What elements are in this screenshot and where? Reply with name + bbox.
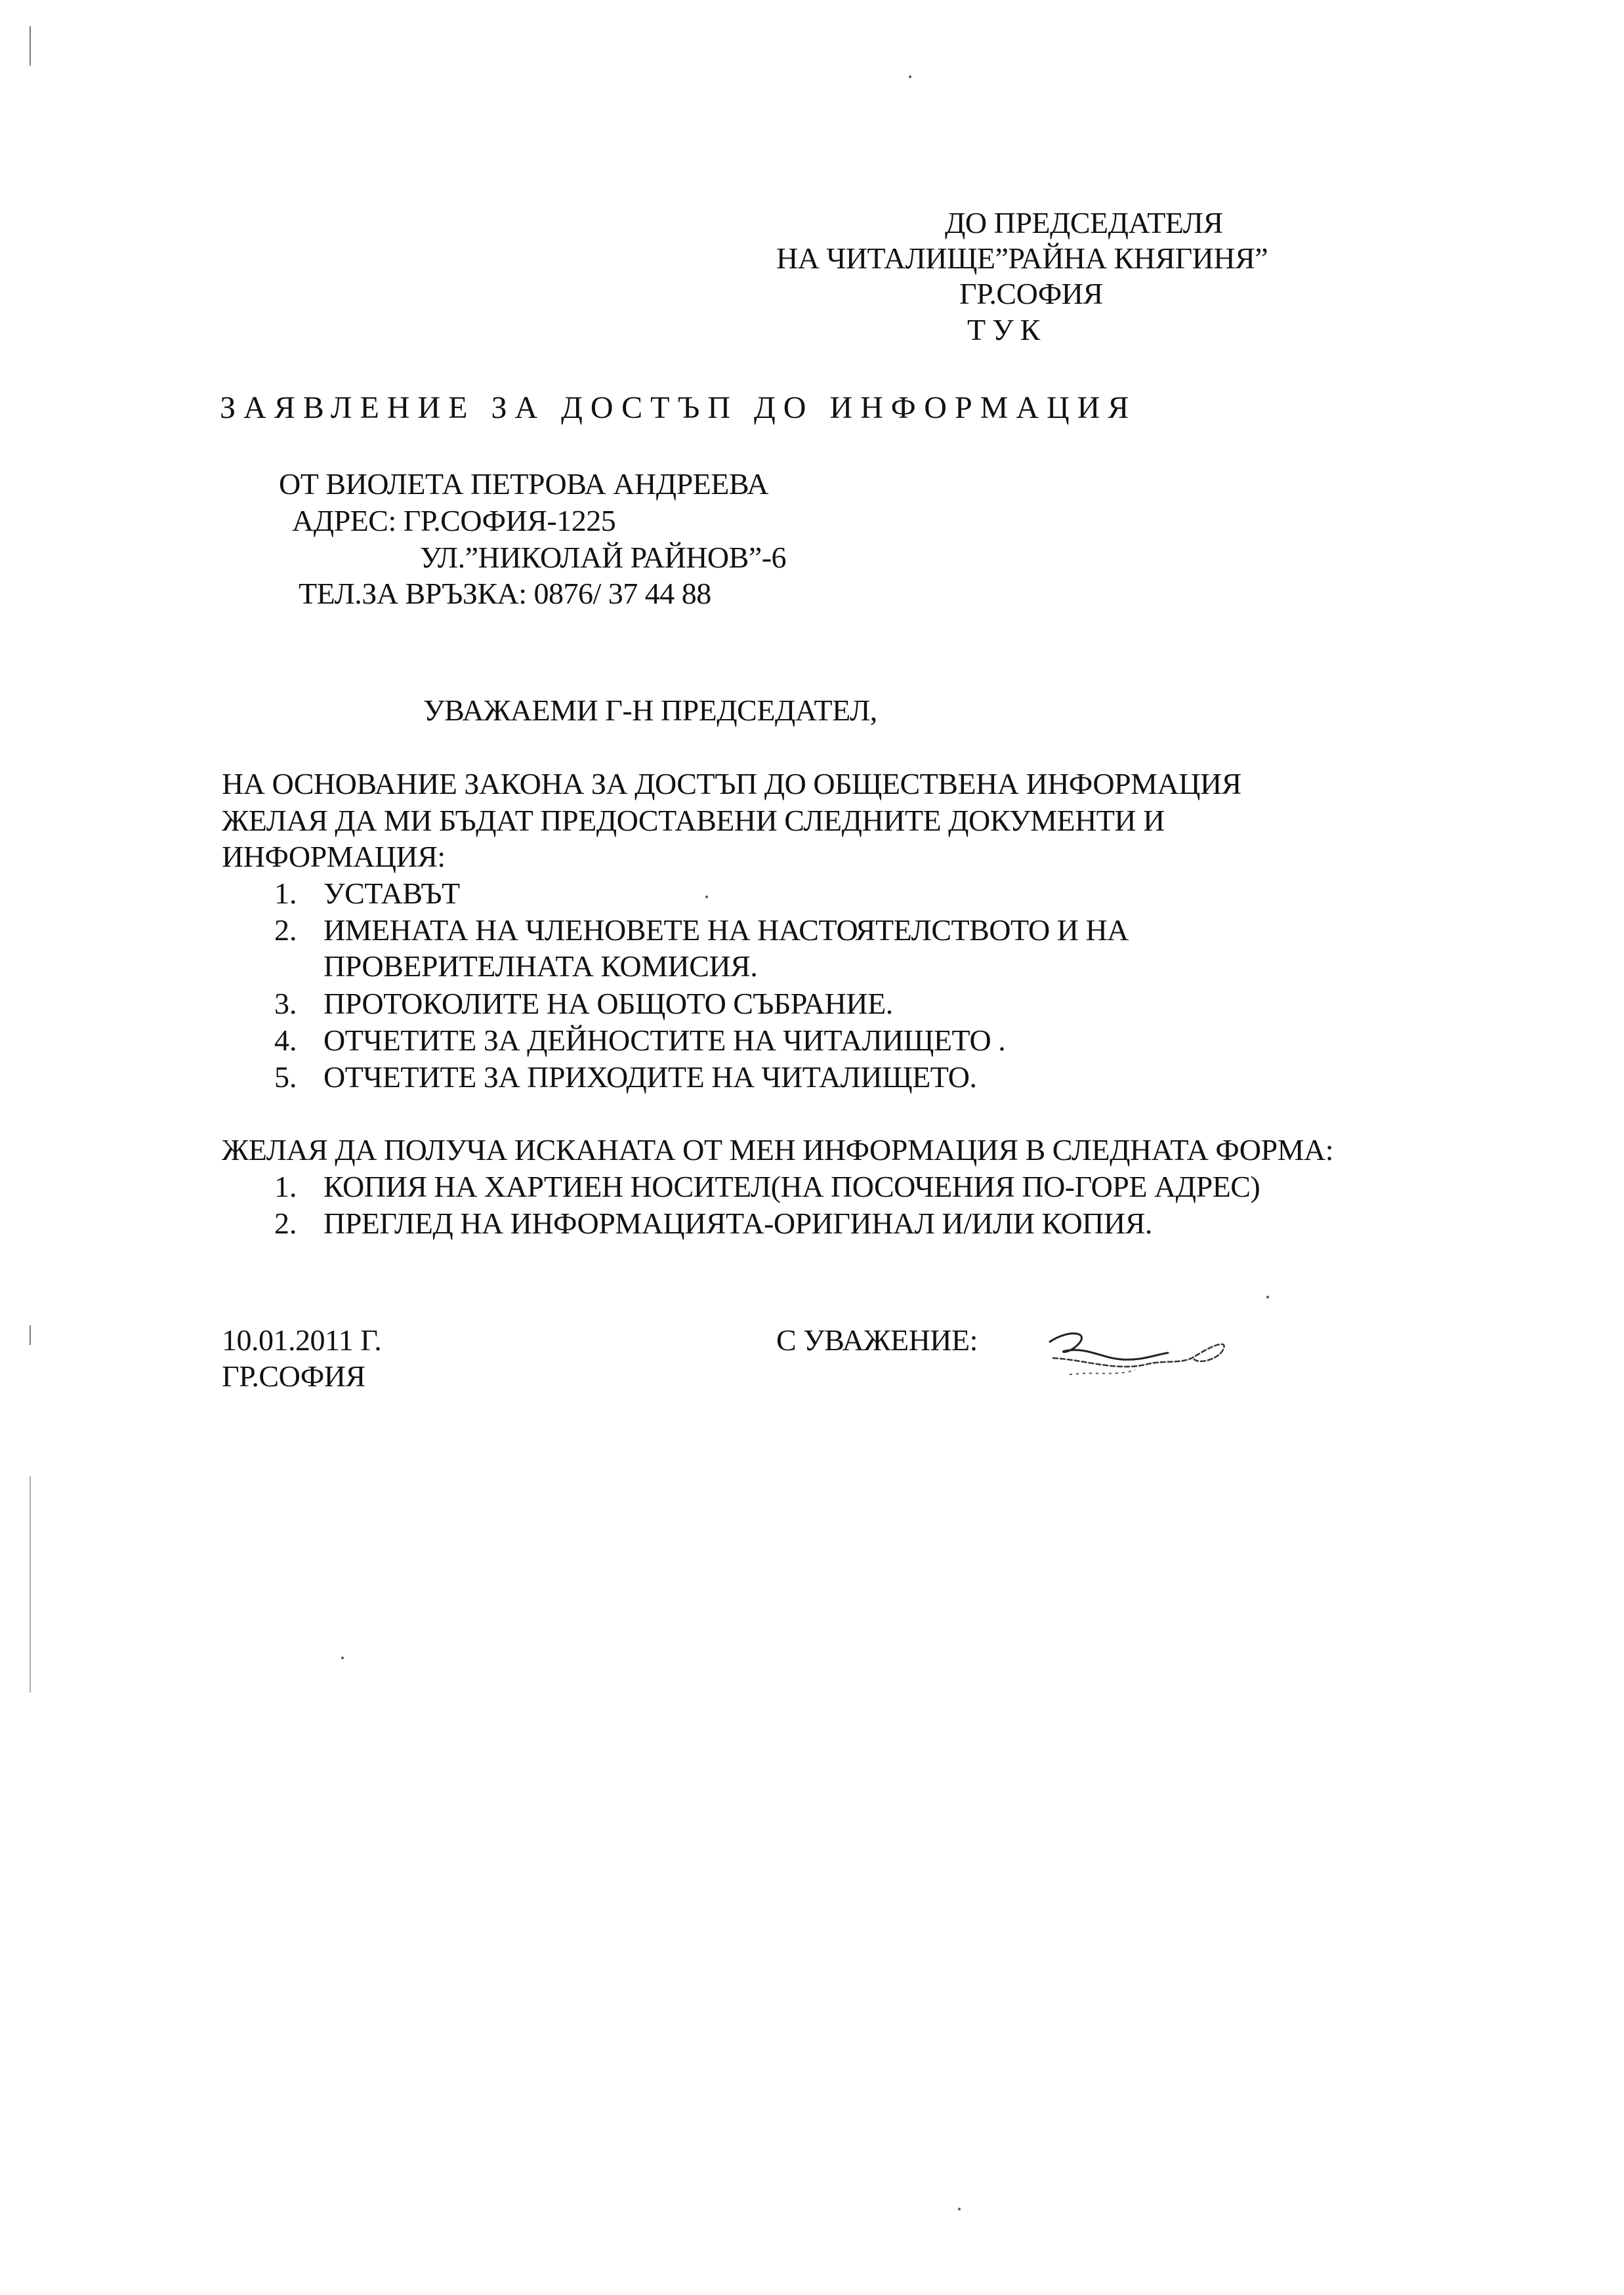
form-item-number: 1. — [274, 1170, 297, 1203]
request-intro-line-3: ИНФОРМАЦИЯ: — [222, 840, 446, 873]
signature — [1030, 1319, 1247, 1391]
request-item-text: ПРОТОКОЛИТЕ НА ОБЩОТО СЪБРАНИЕ. — [323, 987, 893, 1020]
request-item-number: 3. — [274, 987, 297, 1020]
scan-edge-mark — [30, 1476, 31, 1693]
request-item-text: ИМЕНАТА НА ЧЛЕНОВЕТЕ НА НАСТОЯТЕЛСТВОТО И НА — [323, 913, 1129, 947]
document-title: ЗАЯВЛЕНИЕ ЗА ДОСТЪП ДО ИНФОРМАЦИЯ — [220, 390, 1137, 425]
request-item-number: 4. — [274, 1023, 297, 1057]
request-item-number: 2. — [274, 913, 297, 947]
footer-date: 10.01.2011 Г. — [222, 1323, 382, 1357]
request-intro-line-2: ЖЕЛАЯ ДА МИ БЪДАТ ПРЕДОСТАВЕНИ СЛЕДНИТЕ ДОКУМЕНТИ И — [222, 804, 1165, 837]
scan-edge-mark — [30, 1325, 31, 1345]
form-intro: ЖЕЛАЯ ДА ПОЛУЧА ИСКАНАТА ОТ МЕН ИНФОРМАЦИЯ В СЛЕДНАТА ФОРМА: — [222, 1133, 1334, 1167]
scan-edge-mark — [30, 26, 31, 66]
request-item-text: УСТАВЪТ — [323, 877, 460, 910]
request-item-text: ОТЧЕТИТЕ ЗА ДЕЙНОСТИТЕ НА ЧИТАЛИЩЕТО . — [323, 1023, 1006, 1057]
scan-speck — [909, 75, 911, 78]
sender-name: ОТ ВИОЛЕТА ПЕТРОВА АНДРЕЕВА — [279, 467, 768, 501]
request-intro-line-1: НА ОСНОВАНИЕ ЗАКОНА ЗА ДОСТЪП ДО ОБЩЕСТВЕНА ИНФОРМАЦИЯ — [222, 767, 1241, 800]
scan-speck — [705, 896, 708, 898]
form-item-text: КОПИЯ НА ХАРТИЕН НОСИТЕЛ(НА ПОСОЧЕНИЯ ПО-ГОРЕ АДРЕС) — [323, 1170, 1260, 1203]
sender-address-line-1: АДРЕС: ГР.СОФИЯ-1225 — [292, 504, 616, 537]
scan-speck — [958, 2208, 961, 2210]
footer-closing: С УВАЖЕНИЕ: — [776, 1323, 978, 1357]
form-item-number: 2. — [274, 1207, 297, 1240]
addressee-line-4: ТУК — [967, 313, 1047, 346]
request-item-text-continued: ПРОВЕРИТЕЛНАТА КОМИСИЯ. — [323, 949, 758, 983]
addressee-line-3: ГР.СОФИЯ — [959, 277, 1103, 310]
scan-speck — [341, 1657, 344, 1659]
addressee-line-2: НА ЧИТАЛИЩЕ”РАЙНА КНЯГИНЯ” — [776, 241, 1268, 275]
scan-speck — [1266, 1296, 1269, 1298]
request-item-number: 1. — [274, 877, 297, 910]
footer-city: ГР.СОФИЯ — [222, 1359, 365, 1393]
sender-address-line-2: УЛ.”НИКОЛАЙ РАЙНОВ”-6 — [420, 541, 787, 574]
request-item-text: ОТЧЕТИТЕ ЗА ПРИХОДИТЕ НА ЧИТАЛИЩЕТО. — [323, 1060, 977, 1094]
request-item-number: 5. — [274, 1060, 297, 1094]
form-item-text: ПРЕГЛЕД НА ИНФОРМАЦИЯТА-ОРИГИНАЛ И/ИЛИ КОПИЯ. — [323, 1207, 1152, 1240]
salutation: УВАЖАЕМИ Г-Н ПРЕДСЕДАТЕЛ, — [423, 693, 877, 727]
addressee-line-1: ДО ПРЕДСЕДАТЕЛЯ — [945, 206, 1223, 239]
sender-phone: ТЕЛ.ЗА ВРЪЗКА: 0876/ 37 44 88 — [299, 577, 711, 610]
